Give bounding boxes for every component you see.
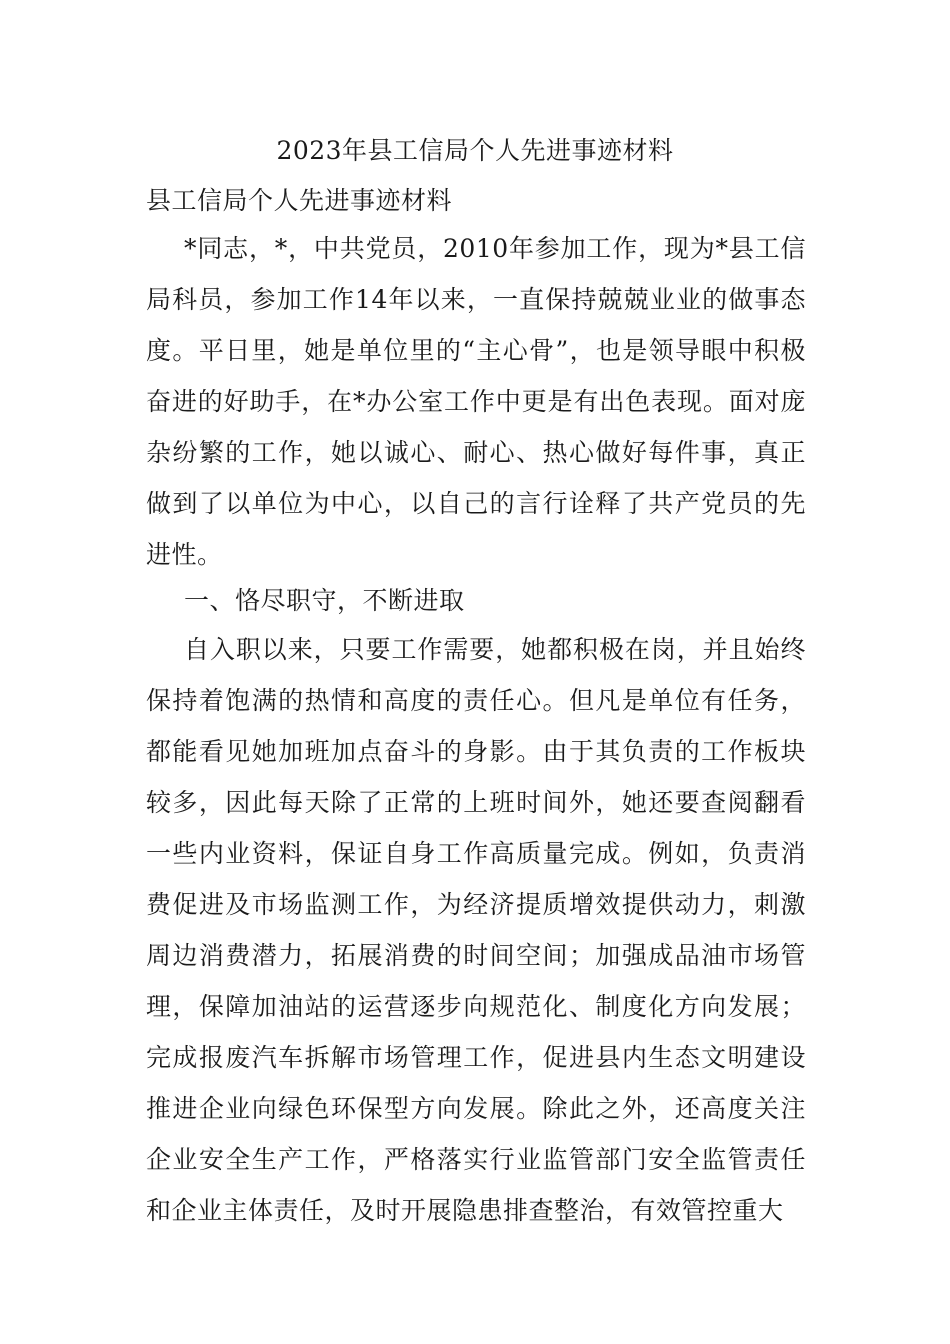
intro-paragraph: *同志，*，中共党员，2010年参加工作，现为*县工信局科员，参加工作14年以来，一直保持兢兢业业的做事态度。平日里，她是单位里的“主心骨”，也是领导眼中积极奋进的好助手，在*办公室工作中更是有出色表现。面对庞杂纷繁的工作，她以诚心、耐心、热心做好每件事，真正做到了以单位为中心，以自己的言行诠释了共产党员的先进性。 bbox=[146, 234, 806, 569]
document-subtitle: 县工信局个人先进事迹材料 bbox=[146, 186, 453, 215]
document-title: 2023年县工信局个人先进事迹材料 bbox=[276, 136, 674, 165]
section-heading: 一、恪尽职守，不断进取 bbox=[184, 586, 465, 615]
section-paragraph: 自入职以来，只要工作需要，她都积极在岗，并且始终保持着饱满的热情和高度的责任心。但凡是单位有任务，都能看见她加班加点奋斗的身影。由于其负责的工作板块较多，因此每天除了正常的上班时间外，她还要查阅翻看一些内业资料，保证自身工作高质量完成。例如，负责消费促进及市场监测工作，为经济提质增效提供动力，刺激周边消费潜力，拓展消费的时间空间；加强成品油市场管理，保障加油站的运营逐步向规范化、制度化方向发展；完成报废汽车拆解市场管理工作，促进县内生态文明建设推进企业向绿色环保型方向发展。除此之外，还高度关注企业安全生产工作，严格落实行业监管部门安全监管责任和企业主体责任，及时开展隐患排查整治，有效管控重大 bbox=[146, 635, 806, 1225]
